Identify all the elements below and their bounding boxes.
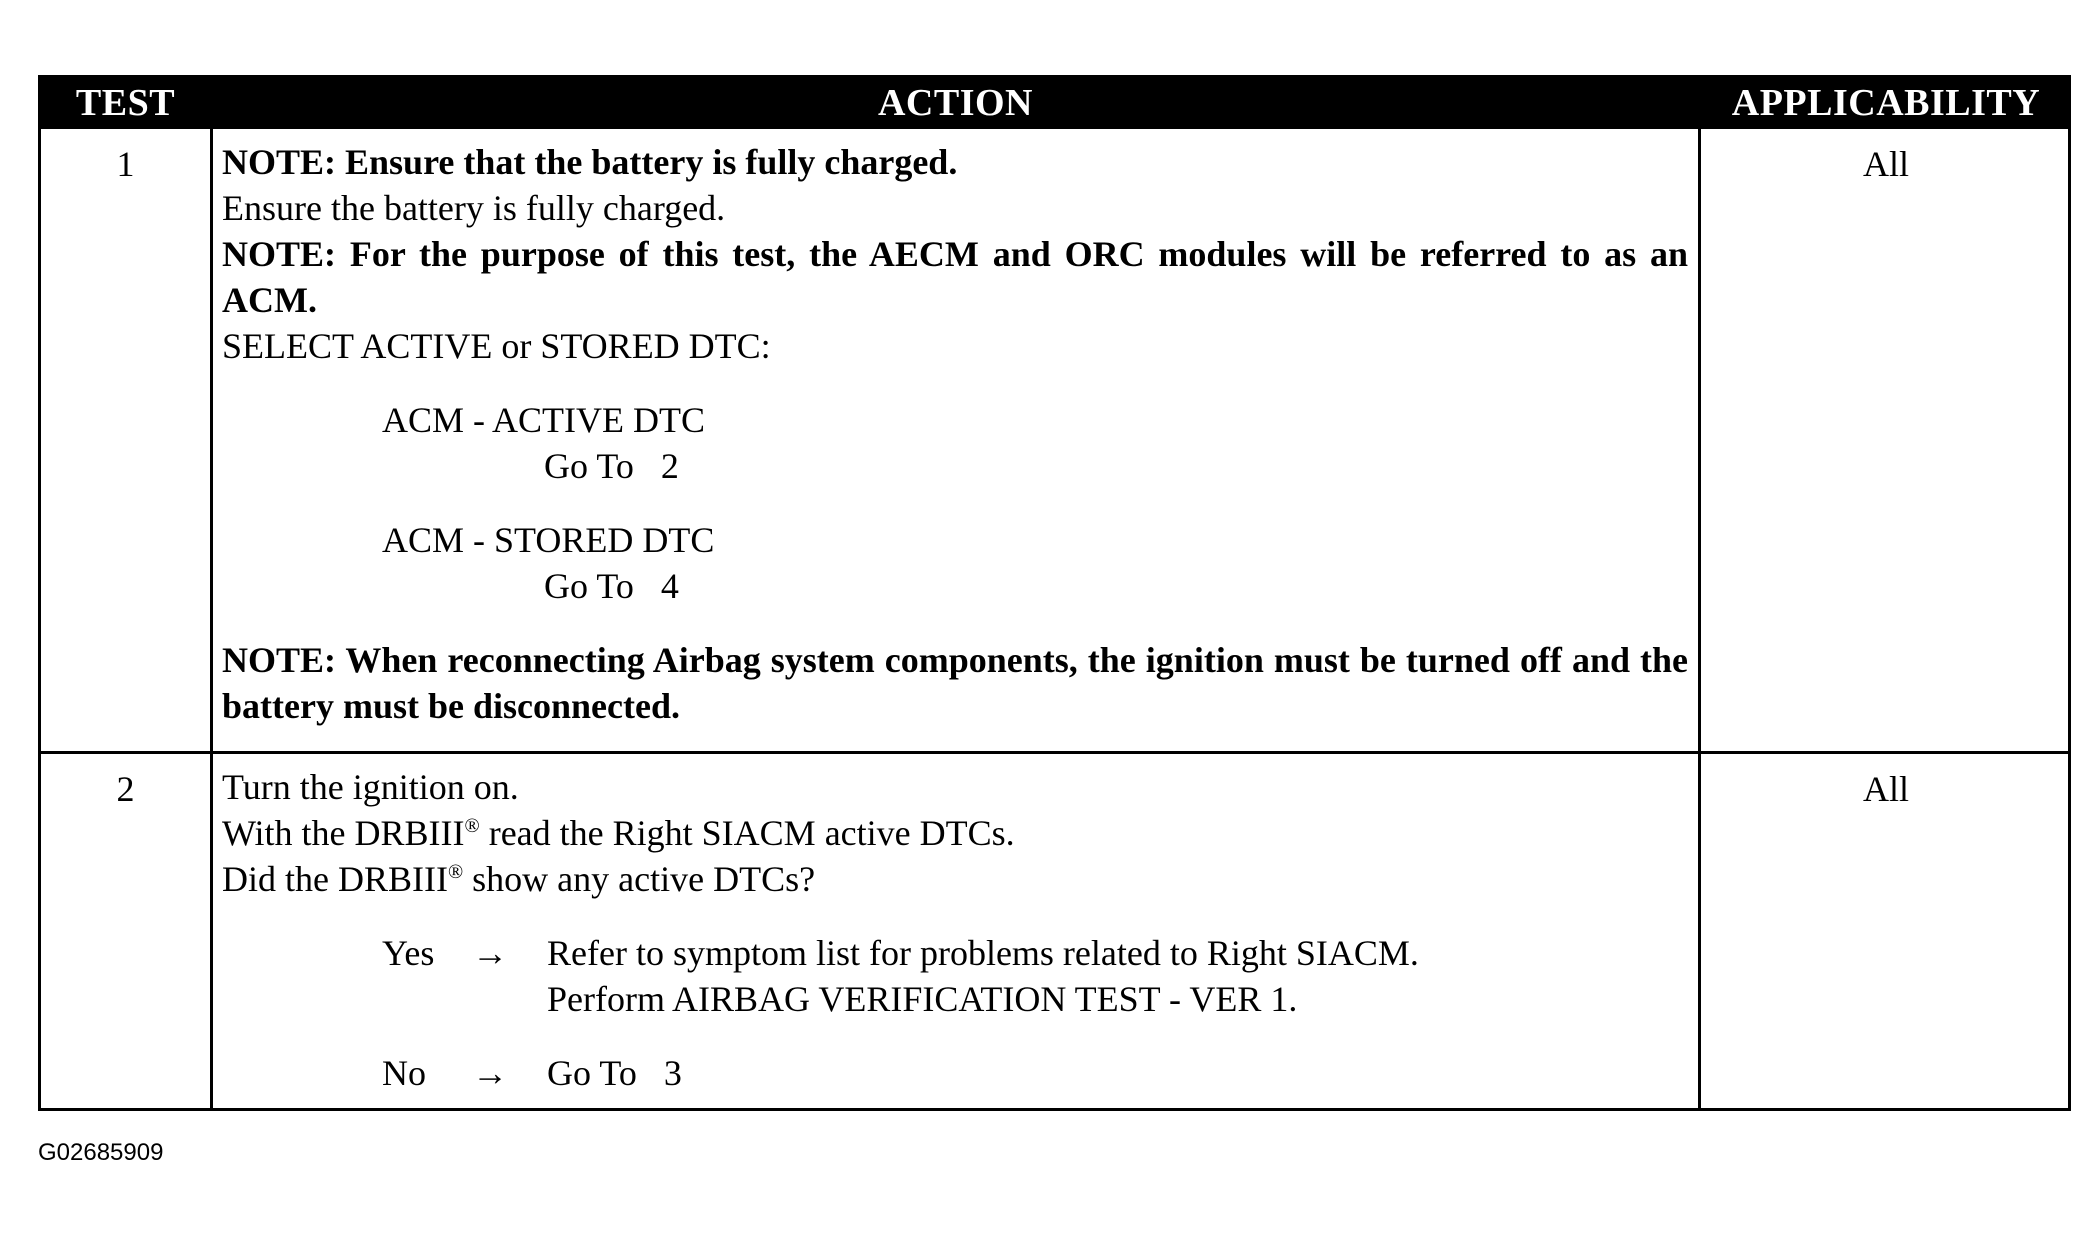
header-action: ACTION [877,82,1034,124]
option-stored-dtc: ACM - STORED DTC [382,520,715,560]
question-line: Did the DRBIII® show any active DTCs? [222,859,816,899]
yes-branch [222,930,1688,1022]
goto-link: Go To 4 [544,566,679,606]
table-header [41,78,2068,129]
header-applicability: APPLICABILITY [1731,82,2041,124]
select-prompt: SELECT ACTIVE or STORED DTC: [222,326,771,366]
action-cell [222,139,1688,729]
no-branch [222,1050,1688,1096]
figure-id: G02685909 [38,1139,164,1166]
header-test: TEST [75,82,176,124]
table-row [41,754,2068,1111]
note-reconnecting: NOTE: When reconnecting Airbag system components, the ignition must be turned off and the battery must be disconnected. [222,640,1688,726]
note-battery: NOTE: Ensure that the battery is fully charged. [222,142,958,182]
yes-label: Yes [382,933,435,973]
arrow-icon: → [472,933,508,973]
test-number: 2 [116,769,135,809]
yes-instruction: Perform AIRBAG VERIFICATION TEST - VER 1. [547,979,1298,1019]
arrow-icon: → [472,1053,508,1093]
instruction-line: Turn the ignition on. [222,767,519,807]
applicability-value: All [1862,769,1909,809]
instruction-line: With the DRBIII® read the Right SIACM active DTCs. [222,813,1015,853]
option-active-dtc: ACM - ACTIVE DTC [382,400,705,440]
test-number: 1 [116,144,135,184]
goto-link: Go To 2 [544,446,679,486]
instruction-line: Ensure the battery is fully charged. [222,188,726,228]
applicability-value: All [1862,144,1909,184]
action-cell [222,764,1688,1096]
yes-instruction: Refer to symptom list for problems related to Right SIACM. [547,933,1419,973]
no-label: No [382,1053,426,1093]
goto-link: Go To 3 [547,1053,682,1093]
note-purpose: NOTE: For the purpose of this test, the AECM and ORC modules will be referred to as an ACM. [222,234,1688,320]
diagnostic-test-table [38,75,2071,1111]
table-row [41,129,2068,751]
